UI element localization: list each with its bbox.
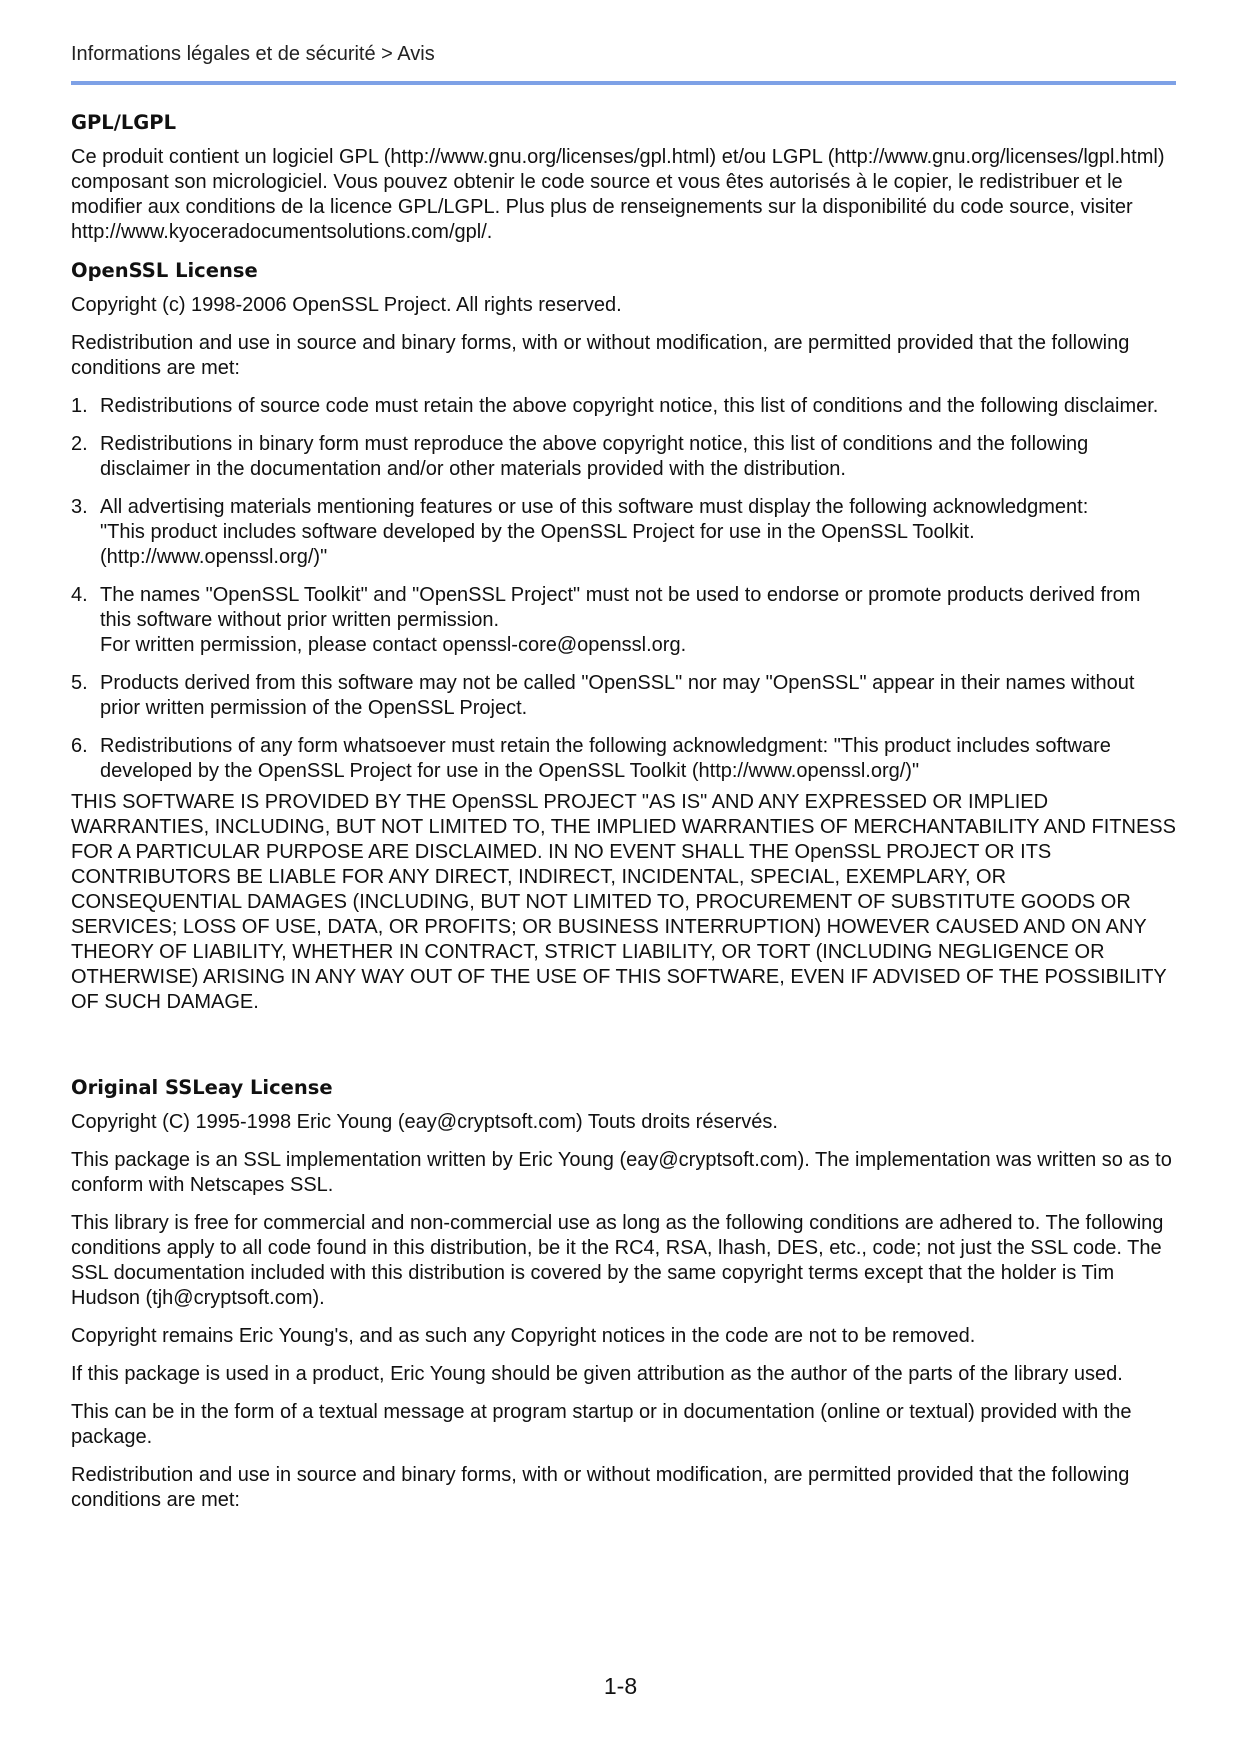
list-item bbox=[71, 394, 1176, 419]
list-item-text: "This product includes software developed by the OpenSSL Project for use in the OpenSSL Toolkit. bbox=[100, 521, 975, 543]
list-item-number: 3. bbox=[71, 496, 88, 518]
section-openssl bbox=[71, 258, 1176, 1015]
list-item-text: (http://www.openssl.org/)" bbox=[100, 546, 328, 568]
ssleay-paragraph: Copyright (C) 1995-1998 Eric Young (eay@cryptsoft.com) Touts droits réservés. bbox=[71, 1111, 778, 1133]
section-heading-gpl: GPL/LGPL bbox=[71, 111, 176, 134]
openssl-conditions-list bbox=[71, 394, 1176, 784]
ssleay-paragraph: This library is free for commercial and non-commercial use as long as the following conditions are adhered to. The following conditions apply to all code found in this distribution, be it the RC4, RSA, lhash, DES, etc., code; not just the SSL code. The SSL documentation included with this distribution is covered by the same copyright terms except that the holder is Tim Hudson (tjh@cryptsoft.com). bbox=[71, 1212, 1164, 1309]
document-body bbox=[71, 110, 1176, 1526]
openssl-intro: Redistribution and use in source and binary forms, with or without modification, are permitted provided that the following conditions are met: bbox=[71, 332, 1130, 379]
list-item bbox=[71, 671, 1176, 721]
ssleay-paragraph: This can be in the form of a textual message at program startup or in documentation (online or textual) provided with the package. bbox=[71, 1401, 1132, 1448]
list-item bbox=[71, 583, 1176, 658]
ssleay-paragraph: This package is an SSL implementation written by Eric Young (eay@cryptsoft.com). The implementation was written so as to conform with Netscapes SSL. bbox=[71, 1149, 1172, 1196]
list-item-number: 6. bbox=[71, 735, 88, 757]
section-heading-openssl: OpenSSL License bbox=[71, 259, 258, 282]
list-item-number: 4. bbox=[71, 584, 88, 606]
openssl-copyright: Copyright (c) 1998-2006 OpenSSL Project. All rights reserved. bbox=[71, 294, 622, 316]
section-heading-ssleay: Original SSLeay License bbox=[71, 1076, 333, 1099]
ssleay-paragraph: Copyright remains Eric Young's, and as such any Copyright notices in the code are not to be removed. bbox=[71, 1325, 976, 1347]
openssl-disclaimer: THIS SOFTWARE IS PROVIDED BY THE OpenSSL PROJECT "AS IS" AND ANY EXPRESSED OR IMPLIED WARRANTIES, INCLUDING, BUT NOT LIMITED TO, THE IMPLIED WARRANTIES OF MERCHANTABILITY AND FITNESS FOR A PARTICULAR PURPOSE ARE DISCLAIMED. IN NO EVENT SHALL THE OpenSSL PROJECT OR ITS CONTRIBUTORS BE LIABLE FOR ANY DIRECT, INDIRECT, INCIDENTAL, SPECIAL, EXEMPLARY, OR CONSEQUENTIAL DAMAGES (INCLUDING, BUT NOT LIMITED TO, PROCUREMENT OF SUBSTITUTE GOODS OR SERVICES; LOSS OF USE, DATA, OR PROFITS; OR BUSINESS INTERRUPTION) HOWEVER CAUSED AND ON ANY THEORY OF LIABILITY, WHETHER IN CONTRACT, STRICT LIABILITY, OR TORT (INCLUDING NEGLIGENCE OR OTHERWISE) ARISING IN ANY WAY OUT OF THE USE OF THIS SOFTWARE, EVEN IF ADVISED OF THE POSSIBILITY OF SUCH DAMAGE. bbox=[71, 791, 1176, 1013]
list-item bbox=[71, 495, 1176, 570]
ssleay-paragraph: Redistribution and use in source and binary forms, with or without modification, are permitted provided that the following conditions are met: bbox=[71, 1464, 1130, 1511]
list-item-number: 5. bbox=[71, 672, 88, 694]
list-item bbox=[71, 432, 1176, 482]
list-item-text: Redistributions of source code must retain the above copyright notice, this list of conditions and the following disclaimer. bbox=[100, 395, 1159, 417]
page-number: 1-8 bbox=[603, 1673, 638, 1699]
gpl-paragraph: Ce produit contient un logiciel GPL (http://www.gnu.org/licenses/gpl.html) et/ou LGPL (http://www.gnu.org/licenses/lgpl.html) composant son micrologiciel. Vous pouvez obtenir le code source et vous êtes autorisés à le copier, le redistribuer et le modifier aux conditions de la licence GPL/LGPL. Plus plus de renseignements sur la disponibilité du code source, visiter http://www.kyoceradocumentsolutions.com/gpl/. bbox=[71, 146, 1165, 243]
list-item-text: Redistributions of any form whatsoever must retain the following acknowledgment: "This product includes software developed by the OpenSSL Project for use in the OpenSSL Toolkit (http://www.openssl.org/)" bbox=[100, 735, 1111, 782]
section-spacer bbox=[71, 1015, 1176, 1075]
list-item-text: The names "OpenSSL Toolkit" and "OpenSSL Project" must not be used to endorse or promote products derived from this software without prior written permission. bbox=[100, 584, 1141, 631]
section-ssleay bbox=[71, 1075, 1176, 1513]
list-item-text: For written permission, please contact openssl-core@openssl.org. bbox=[100, 634, 687, 656]
section-gpl bbox=[71, 110, 1176, 245]
list-item-number: 1. bbox=[71, 395, 88, 417]
breadcrumb: Informations légales et de sécurité > Avis bbox=[71, 43, 435, 65]
list-item-text: All advertising materials mentioning features or use of this software must display the following acknowledgment: bbox=[100, 496, 1089, 518]
header-rule bbox=[71, 81, 1176, 85]
list-item bbox=[71, 734, 1176, 784]
list-item-text: Products derived from this software may not be called "OpenSSL" nor may "OpenSSL" appear in their names without prior written permission of the OpenSSL Project. bbox=[100, 672, 1135, 719]
list-item-text: Redistributions in binary form must reproduce the above copyright notice, this list of conditions and the following disclaimer in the documentation and/or other materials provided with the distribution. bbox=[100, 433, 1089, 480]
list-item-number: 2. bbox=[71, 433, 88, 455]
ssleay-paragraph: If this package is used in a product, Eric Young should be given attribution as the author of the parts of the library used. bbox=[71, 1363, 1123, 1385]
